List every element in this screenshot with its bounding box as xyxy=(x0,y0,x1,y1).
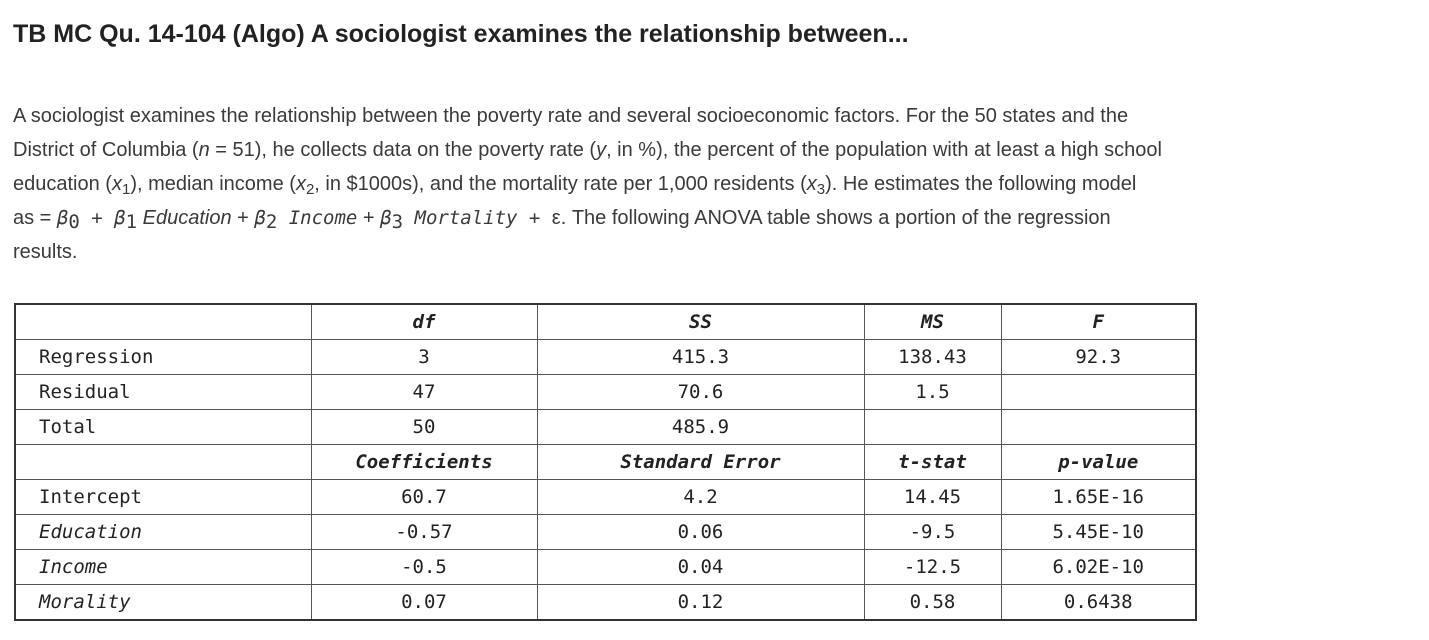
header-cell-p-value: p-value xyxy=(1001,445,1196,480)
table-cell: 60.7 xyxy=(311,480,537,515)
table-cell: 4.2 xyxy=(537,480,864,515)
table-cell: -12.5 xyxy=(864,550,1001,585)
table-cell: -9.5 xyxy=(864,515,1001,550)
anova-table xyxy=(14,303,1197,621)
header-cell-standard-error: Standard Error xyxy=(537,445,864,480)
table-cell: 1.5 xyxy=(864,375,1001,410)
table-cell: 0.06 xyxy=(537,515,864,550)
table-cell xyxy=(1001,375,1196,410)
table-cell: 0.12 xyxy=(537,585,864,621)
header-cell-ms: MS xyxy=(864,304,1001,340)
table-cell: 92.3 xyxy=(1001,340,1196,375)
table-row xyxy=(15,515,1196,550)
text-line-2: District of Columbia (n = 51), he collects data on the poverty rate (y, in %), the percent of the population with at least a high school xyxy=(13,139,1162,161)
table-cell: 47 xyxy=(311,375,537,410)
header-cell-df: df xyxy=(311,304,537,340)
text-line-1: A sociologist examines the relationship between the poverty rate and several socioeconomic factors. For the 50 states and the xyxy=(13,105,1129,127)
text-line-5: results. xyxy=(13,241,78,263)
row-label: Education xyxy=(15,515,311,550)
anova-header-row xyxy=(15,304,1196,340)
table-cell xyxy=(1001,410,1196,445)
table-cell: 0.6438 xyxy=(1001,585,1196,621)
table-row xyxy=(15,550,1196,585)
table-cell: 0.58 xyxy=(864,585,1001,621)
table-cell: -0.5 xyxy=(311,550,537,585)
table-cell: -0.57 xyxy=(311,515,537,550)
table-cell: 415.3 xyxy=(537,340,864,375)
row-label: Intercept xyxy=(15,480,311,515)
table-cell: 50 xyxy=(311,410,537,445)
model-equation-line: as = $\beta_0 + \beta_1$ Education + $\beta_2$ Income + $\beta_3$ Mortality + ε. The following ANOVA table shows a portion of the regression xyxy=(13,207,1111,233)
question-title: TB MC Qu. 14-104 (Algo) A sociologist examines the relationship between... xyxy=(13,20,909,48)
table-row xyxy=(15,375,1196,410)
table-row xyxy=(15,340,1196,375)
table-cell: 6.02E-10 xyxy=(1001,550,1196,585)
header-cell-t-stat: t-stat xyxy=(864,445,1001,480)
coef-header-row xyxy=(15,445,1196,480)
row-label: Residual xyxy=(15,375,311,410)
header-cell-f: F xyxy=(1001,304,1196,340)
table-cell: 1.65E-16 xyxy=(1001,480,1196,515)
table-row xyxy=(15,410,1196,445)
table-row xyxy=(15,480,1196,515)
text-line-3: education $(x_1)$, median income ($x_2$, in $1000s), and the mortality rate per 1,000 residents $(x_3)$. He estimates the following model xyxy=(13,173,1137,198)
header-cell xyxy=(15,445,311,480)
question-text xyxy=(13,99,1393,269)
table-row xyxy=(15,585,1196,621)
table-cell: 70.6 xyxy=(537,375,864,410)
table-cell: 485.9 xyxy=(537,410,864,445)
table-cell: 0.07 xyxy=(311,585,537,621)
header-cell-coefficients: Coefficients xyxy=(311,445,537,480)
table-cell xyxy=(864,410,1001,445)
row-label: Total xyxy=(15,410,311,445)
table-cell: 14.45 xyxy=(864,480,1001,515)
table-cell: 3 xyxy=(311,340,537,375)
table-cell: 5.45E-10 xyxy=(1001,515,1196,550)
row-label: Regression xyxy=(15,340,311,375)
header-cell xyxy=(15,304,311,340)
row-label: Morality xyxy=(15,585,311,621)
header-cell-ss: SS xyxy=(537,304,864,340)
row-label: Income xyxy=(15,550,311,585)
table-cell: 138.43 xyxy=(864,340,1001,375)
table-cell: 0.04 xyxy=(537,550,864,585)
